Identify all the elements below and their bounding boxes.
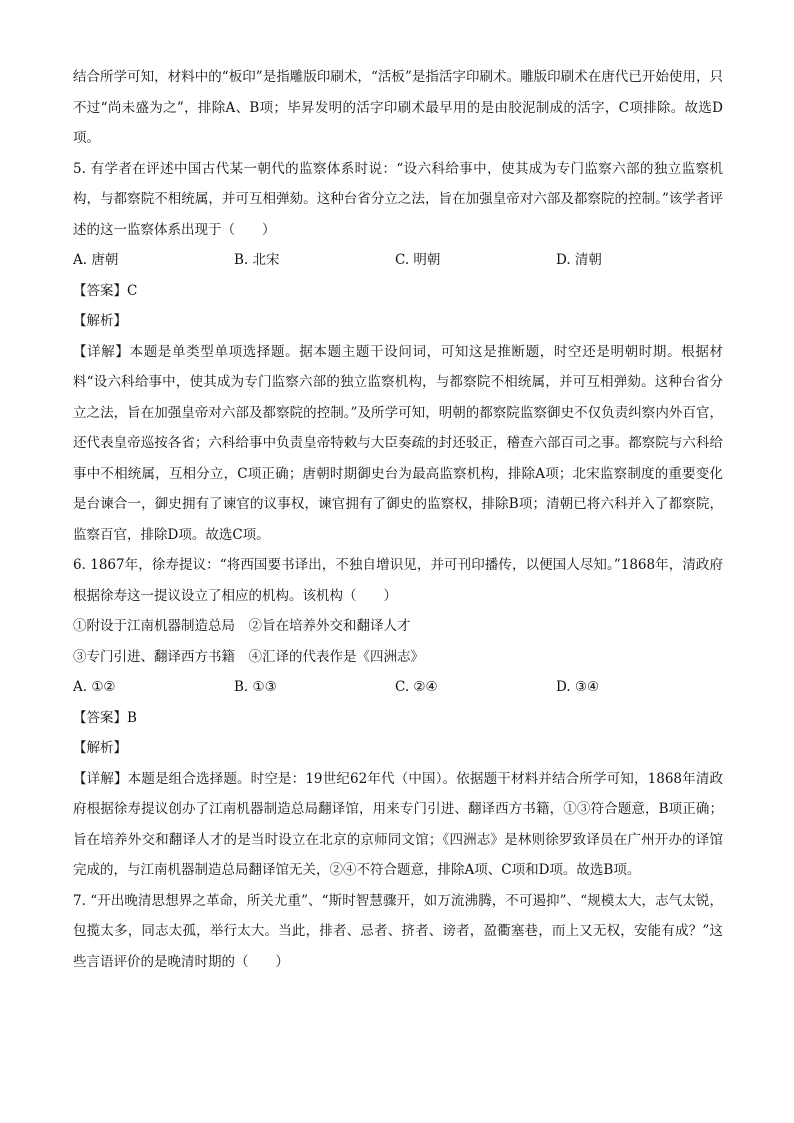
analysis-label: 【解析】: [73, 313, 127, 329]
document-page: [73, 62, 723, 977]
question-5-options: [73, 245, 723, 276]
question-5-explanation: 【详解】本题是单类型单项选择题。据本题主题干设问词，可知这是推断题，时空还是明朝时期。根据材料“设六科给事中，使其成为专门监察六部的独立监察机构，与都察院不相统属，并可互相弹劾。这种台省分立之法，旨在加强皇帝对六部及都察院的控制。”及所学可知，明朝的都察院监察御史不仅负责纠察内外百官，还代表皇帝巡按各省；六科给事中负责皇帝特敕与大臣奏疏的封还驳正，稽查六部百司之事。都察院与六科给事中不相统属，互相分立，C项正确；唐朝时期御史台为最高监察机构，排除A项；北宋监察制度的重要变化是台谏合一，御史拥有了谏官的议事权，谏官拥有了御史的监察权，排除B项；清朝已将六科并入了都察院，监察百官，排除D项。故选C项。: [73, 343, 723, 543]
option-d: D. ③④: [556, 679, 600, 695]
question-7-stem: 7. “开出晚清思想界之革命，所关尤重”、“斯时智慧骤开，如万流沸腾，不可遏抑”、“规模太大，志气太锐，包揽太多，同志太孤，举行太大。当此，排者、忌者、挤者、谤者，盈衢塞巷，而上又无权，安能有成？”这些言语评价的是晚清时期的（ ）: [73, 892, 723, 970]
option-a: A. ①②: [73, 679, 116, 695]
analysis-label: 【解析】: [73, 740, 127, 756]
question-6-statements-1: ①附设于江南机器制造总局 ②旨在培养外交和翻译人才: [73, 618, 411, 634]
question-6-statements-2: ③专门引进、翻译西方书籍 ④汇译的代表作是《四洲志》: [73, 648, 424, 665]
answer-label: 【答案】B: [73, 709, 137, 726]
option-c: C. 明朝: [395, 252, 441, 268]
option-c: C. ②④: [395, 679, 438, 695]
option-d: D. 清朝: [556, 252, 602, 268]
question-6-stem: 6. 1867年，徐寿提议：“将西国要书译出，不独自增识见，并可刊印播传，以便国人尽知。”1868年，清政府根据徐寿这一提议设立了相应的机构。该机构（ ）: [73, 557, 723, 604]
paragraph-q4-explanation-end: 结合所学可知，材料中的“板印”是指雕版印刷术，“活板”是指活字印刷术。雕版印刷术在唐代已开始使用，只不过“尚未盛为之”，排除A、B项；毕昇发明的活字印刷术最早用的是由胶泥制成的活字，C项排除。故选D项。: [73, 69, 723, 146]
question-6-explanation: 【详解】本题是组合选择题。时空是：19世纪62年代（中国）。依据题干材料并结合所学可知，1868年清政府根据徐寿提议创办了江南机器制造总局翻译馆，用来专门引进、翻译西方书籍，①③符合题意，B项正确；旨在培养外交和翻译人才的是当时设立在北京的京师同文馆；《四洲志》是林则徐罗致译员在广州开办的译馆完成的，与江南机器制造总局翻译馆无关，②④不符合题意，排除A项、C项和D项。故选B项。: [73, 770, 723, 878]
question-5-stem: 5. 有学者在评述中国古代某一朝代的监察体系时说：“设六科给事中，使其成为专门监察六部的独立监察机构，与都察院不相统属，并可互相弹劾。这种台省分立之法，旨在加强皇帝对六部及都察院的控制。”该学者评述的这一监察体系出现于（ ）: [73, 160, 723, 238]
option-a: A. 唐朝: [73, 252, 119, 268]
answer-label: 【答案】C: [73, 282, 138, 299]
option-b: B. 北宋: [234, 252, 280, 268]
option-b: B. ①③: [234, 679, 277, 695]
question-6-options: [73, 672, 723, 703]
